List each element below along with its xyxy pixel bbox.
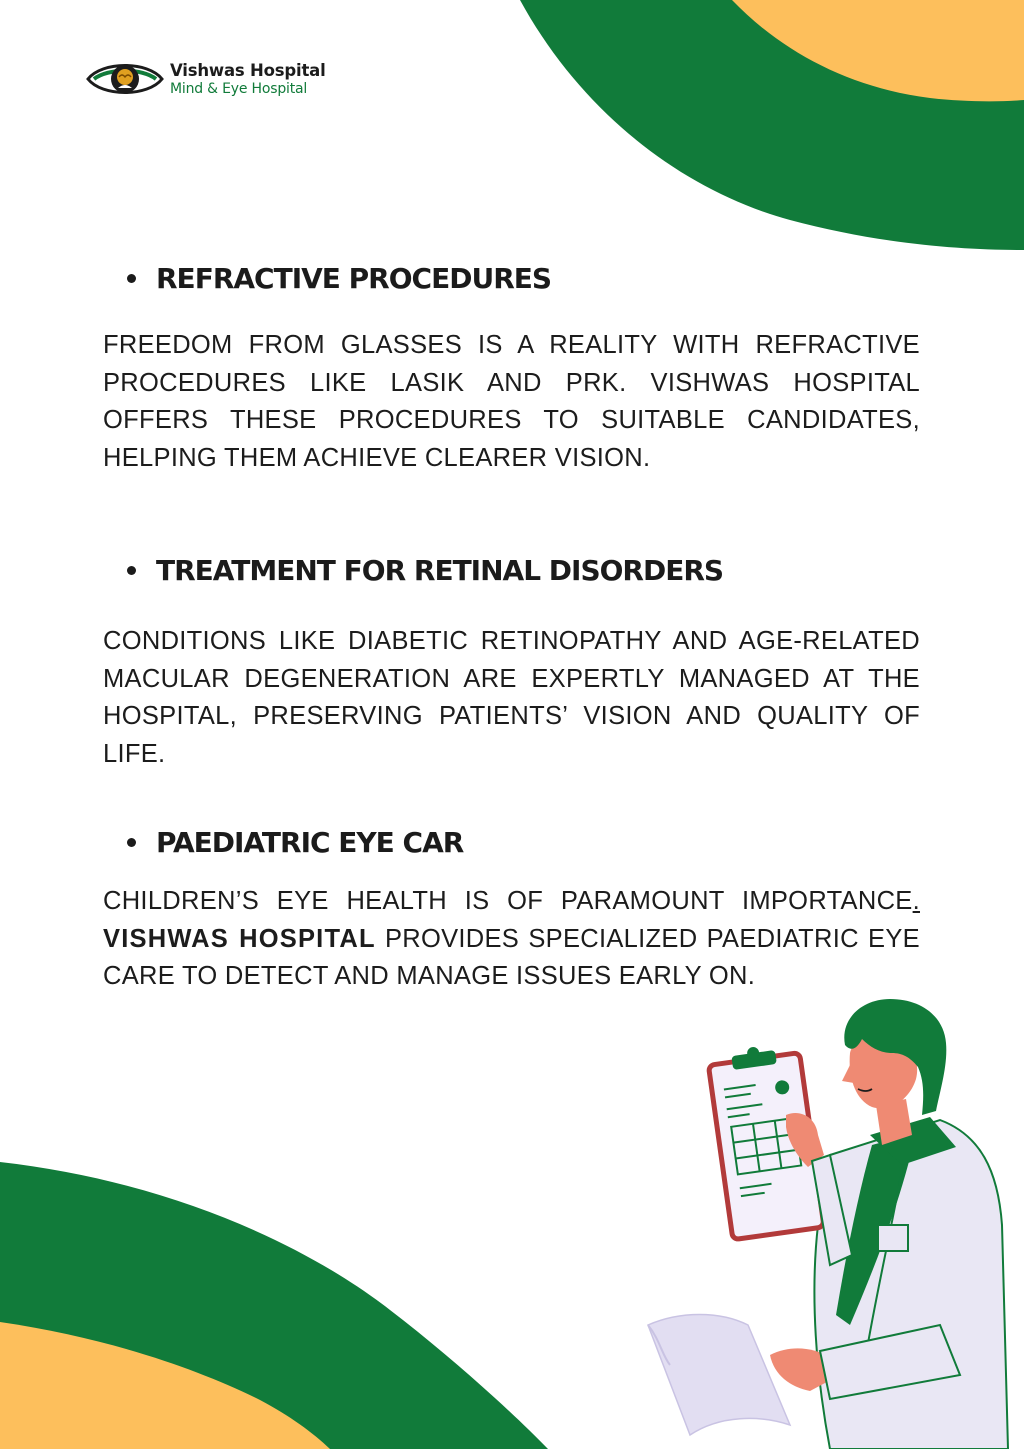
section-body: CONDITIONS LIKE DIABETIC RETINOPATHY AND AGE-RELATED MACULAR DEGENERATION ARE EXPERTLY MANAGED AT THE HOSPITAL, PRESERVING PATIENTS’ VISION AND QUALITY OF LIFE. [103,627,920,768]
hospital-name-bold: VISHWAS HOSPITAL [103,924,376,953]
doctor-illustration [640,995,1020,1449]
hospital-logo [86,56,326,102]
section-heading-text: TREATMENT FOR RETINAL DISORDERS [156,554,724,587]
body-period: . [912,887,920,915]
section-heading-text: PAEDIATRIC EYE CAR [156,826,464,859]
body-rest: PROVIDES SPECIALIZED PAEDIATRIC EYE CARE TO DETECT AND MANAGE ISSUES EARLY ON. [103,924,920,990]
section-paediatric-eye-care [103,826,920,996]
logo-tagline: Mind & Eye Hospital [170,80,308,97]
section-heading [103,826,920,859]
section-retinal-disorders [103,554,920,773]
body-intro: CHILDREN’S EYE HEALTH IS OF PARAMOUNT IMPORTANCE [103,887,913,915]
logo-name: Vishwas Hospital [170,60,326,80]
section-heading [103,554,920,587]
eye-brain-icon [86,58,164,100]
section-body [103,883,920,996]
paper [648,1315,790,1436]
bullet-icon [127,566,136,575]
section-heading-text: REFRACTIVE PROCEDURES [156,262,552,295]
bullet-icon [127,274,136,283]
section-heading [103,262,920,295]
section-body: FREEDOM FROM GLASSES IS A REALITY WITH REFRACTIVE PROCEDURES LIKE LASIK AND PRK. VISHWAS HOSPITAL OFFERS THESE PROCEDURES TO SUITABLE CANDIDATES, HELPING THEM ACHIEVE CLEARER VISION. [103,331,920,472]
bullet-icon [127,838,136,847]
section-refractive-procedures [103,262,920,477]
